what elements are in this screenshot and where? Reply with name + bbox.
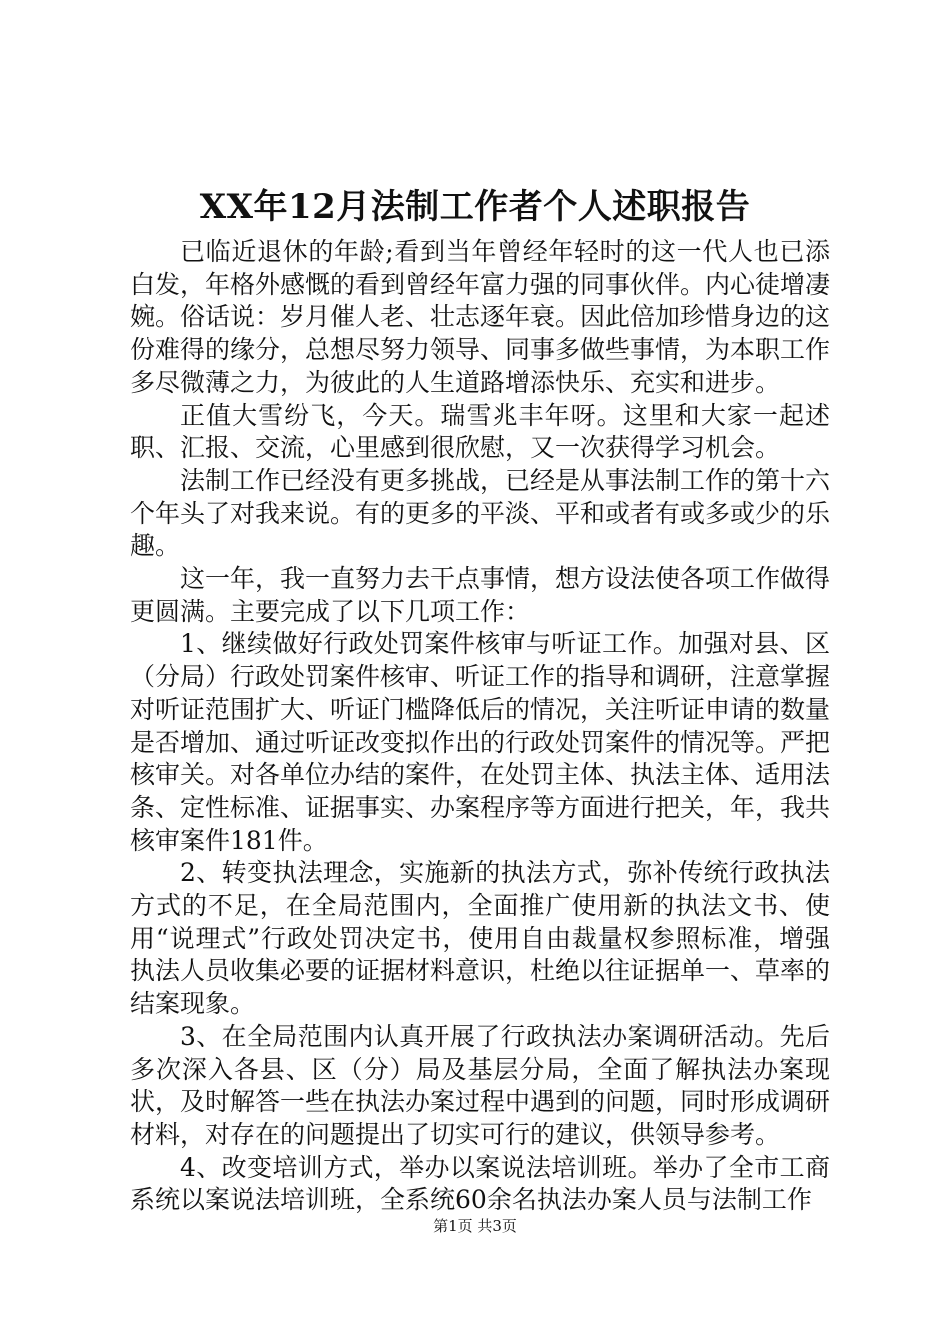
paragraph-4: 这一年，我一直努力去干点事情，想方设法使各项工作做得更圆满。主要完成了以下几项工作： [130,564,831,626]
document-title: XX年12月法制工作者个人述职报告 [199,187,751,227]
paragraph-8: 4、改变培训方式，举办以案说法培训班。举办了全市工商系统以案说法培训班，全系统60余名执法办案人员与法制工作 [130,1152,830,1215]
paragraph-5: 1、继续做好行政处罚案件核审与听证工作。加强对县、区（分局）行政处罚案件核审、听证工作的指导和调研，注意掌握对听证范围扩大、听证门槛降低后的情况，关注听证申请的数量是否增加、通过听证改变拟作出的行政处罚案件的情况等。严把核审关。对各单位办结的案件，在处罚主体、执法主体、适用法条、定性标准、证据事实、办案程序等方面进行把关，年，我共核审案件181件。 [130,629,831,855]
document-body [130,236,830,1217]
paragraph-6: 2、转变执法理念，实施新的执法方式，弥补传统行政执法方式的不足，在全局范围内，全面推广使用新的执法文书、使用“说理式”行政处罚决定书，使用自由裁量权参照标准，增强执法人员收集必要的证据材料意识，杜绝以往证据单一、草率的结案现象。 [130,858,831,1019]
paragraph-1: 已临近退休的年龄;看到当年曾经年轻时的这一代人也已添白发，年格外感慨的看到曾经年富力强的同事伙伴。内心徒增凄婉。俗话说：岁月催人老、壮志逐年衰。因此倍加珍惜身边的这份难得的缘分，总想尽努力领导、同事多做些事情，为本职工作多尽微薄之力，为彼此的人生道路增添快乐、充实和进步。 [130,237,831,397]
paragraph-3: 法制工作已经没有更多挑战，已经是从事法制工作的第十六个年头了对我来说。有的更多的平淡、平和或者有或多或少的乐趣。 [130,465,831,561]
paragraph-7: 3、在全局范围内认真开展了行政执法办案调研活动。先后多次深入各县、区（分）局及基层分局，全面了解执法办案现状，及时解答一些在执法办案过程中遇到的问题，同时形成调研材料，对存在的问题提出了切实可行的建议，供领导参考。 [130,1021,831,1149]
page-indicator: 第1页 共3页 [433,1217,517,1235]
paragraph-2: 正值大雪纷飞，今天。瑞雪兆丰年呀。这里和大家一起述职、汇报、交流，心里感到很欣慰，又一次获得学习机会。 [130,400,830,463]
